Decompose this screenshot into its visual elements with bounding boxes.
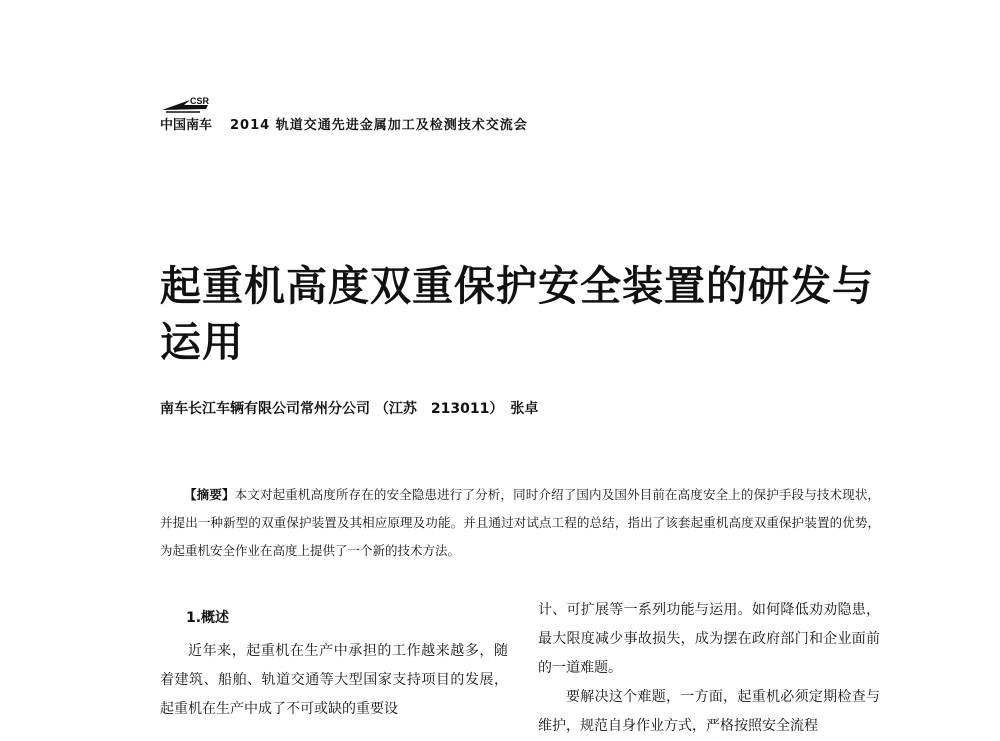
body-paragraph-continuation: 计、可扩展等一系列功能与运用。如何降低劝劝隐患，最大限度减少事故损失，成为摆在政府部门和企业面前的一道难题。 <box>538 602 880 676</box>
org-name: 中国南车 <box>160 118 213 133</box>
conference-name: 2014 轨道交通先进金属加工及检测技术交流会 <box>230 118 528 133</box>
section-heading: 1.概述 <box>186 610 230 626</box>
logo-text: CSR <box>190 96 210 106</box>
left-column <box>160 604 508 724</box>
body-paragraph: 要解决这个难题，一方面，起重机必须定期检查与维护，规范自身作业方式，严格按照安全流程 <box>538 689 880 734</box>
right-column <box>538 596 880 741</box>
paper-title: 起重机高度双重保护安全装置的研发与运用 <box>160 262 874 366</box>
abstract-label: 【摘要】 <box>184 486 235 502</box>
csr-logo <box>160 96 220 114</box>
header-line <box>160 114 528 133</box>
abstract <box>160 481 880 565</box>
body-paragraph: 近年来，起重机在生产中承担的工作越来越多，随着建筑、船舶、轨道交通等大型国家支持项目的发展，起重机在生产中成了不可或缺的重要设 <box>160 643 508 717</box>
author-affiliation: 南车长江车辆有限公司常州分公司 （江苏 213011） 张卓 <box>160 401 539 417</box>
abstract-text: 本文对起重机高度所存在的安全隐患进行了分析，同时介绍了国内及国外目前在高度安全上的保护手段与技术现状，并提出一种新型的双重保护装置及其相应原理及功能。并且通过对试点工程的总结，指出了该套起重机高度双重保护装置的优势，为起重机安全作业在高度上提供了一个新的技术方法。 <box>160 486 880 558</box>
